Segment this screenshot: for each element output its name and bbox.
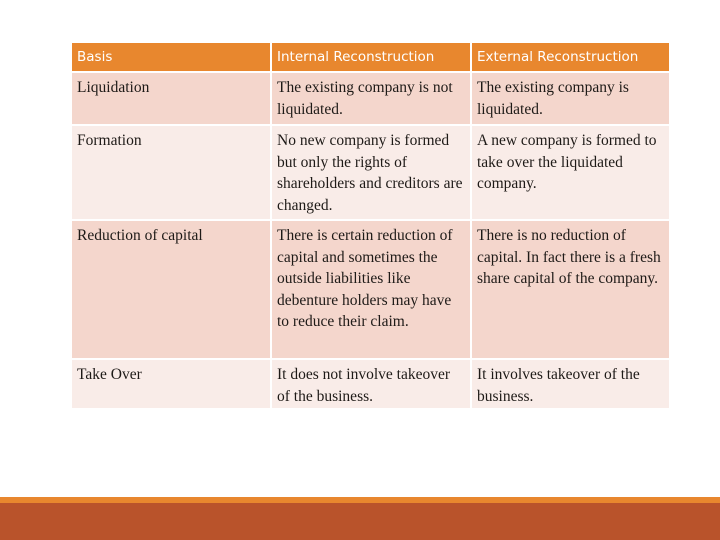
row-formation-external: A new company is formed to take over the liquidated company. xyxy=(472,126,669,219)
row-reduction-external: There is no reduction of capital. In fact there is a fresh share capital of the company. xyxy=(472,221,669,358)
footer-bar xyxy=(0,497,720,540)
comparison-table xyxy=(72,42,665,408)
row-reduction-basis: Reduction of capital xyxy=(72,221,270,358)
row-takeover-external: It involves takeover of the business. xyxy=(472,360,669,408)
row-takeover-internal: It does not involve takeover of the business. xyxy=(272,360,470,408)
row-takeover-basis: Take Over xyxy=(72,360,270,408)
row-liquidation-internal: The existing company is not liquidated. xyxy=(272,73,470,124)
row-formation-internal: No new company is formed but only the rights of shareholders and creditors are changed. xyxy=(272,126,470,219)
footer-accent-line xyxy=(0,497,720,503)
row-liquidation-external: The existing company is liquidated. xyxy=(472,73,669,124)
header-basis: Basis xyxy=(72,43,270,71)
row-formation-basis: Formation xyxy=(72,126,270,219)
row-reduction-internal: There is certain reduction of capital and sometimes the outside liabilities like debenture holders may have to reduce their claim. xyxy=(272,221,470,358)
header-external-reconstruction: External Reconstruction xyxy=(472,43,669,71)
header-internal-reconstruction: Internal Reconstruction xyxy=(272,43,470,71)
row-liquidation-basis: Liquidation xyxy=(72,73,270,124)
